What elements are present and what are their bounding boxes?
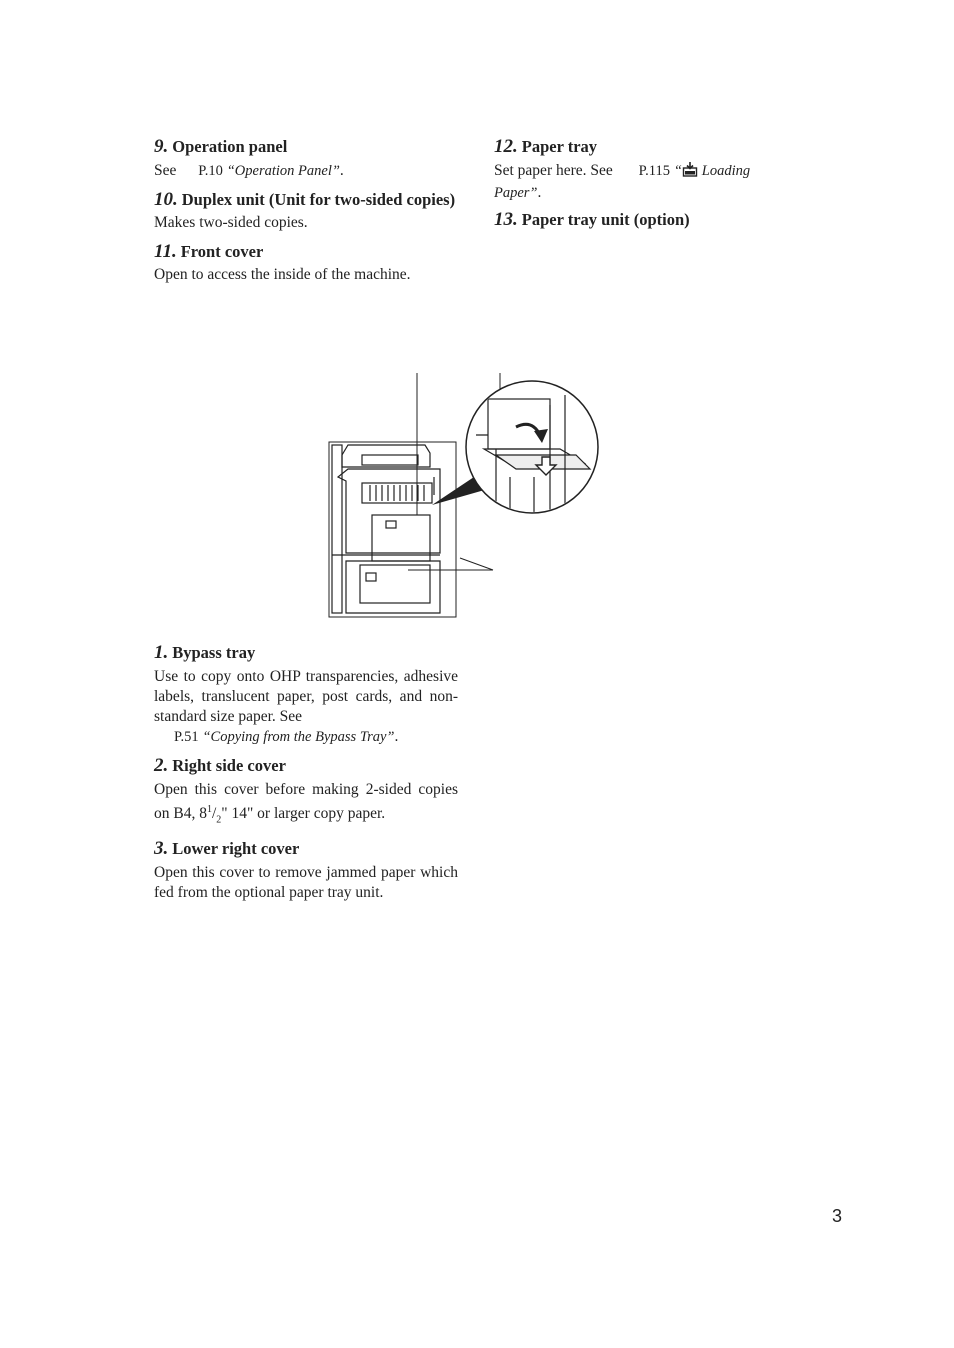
- item-title: Right side cover: [172, 755, 286, 775]
- item-number: 10.: [154, 188, 178, 210]
- item-body: Open to access the inside of the machine.: [154, 265, 411, 283]
- ref-title[interactable]: Loading: [701, 162, 751, 179]
- ref-page[interactable]: P.10: [198, 162, 223, 179]
- item-number: 11.: [154, 240, 177, 262]
- item-3: [154, 838, 458, 903]
- item-title: Operation panel: [172, 137, 288, 156]
- left-column-top: [154, 136, 458, 285]
- item-body: Set paper here. See: [494, 161, 613, 179]
- item-number: 2.: [154, 754, 169, 776]
- zoom-detail: [466, 381, 598, 515]
- fraction-denominator: 2: [216, 813, 222, 825]
- item-title: Paper tray unit (option): [521, 209, 690, 229]
- item-title: Bypass tray: [172, 643, 256, 662]
- ref-page[interactable]: P.51: [174, 728, 199, 745]
- item-9: [154, 136, 458, 181]
- ref-end: .: [394, 727, 399, 745]
- item-title: Lower right cover: [172, 838, 300, 858]
- paper-load-icon: [682, 162, 698, 183]
- ref-end: .: [537, 183, 542, 201]
- ref-title-open[interactable]: “: [673, 162, 682, 179]
- item-number: 12.: [494, 136, 518, 157]
- page-number: 3: [832, 1206, 843, 1226]
- item-body: Open this cover to remove jammed paper which fed from the optional paper tray unit.: [154, 863, 458, 901]
- right-column-top: [494, 136, 804, 231]
- item-body: Use to copy onto OHP transparencies, adhesive labels, translucent paper, post cards, and non-standard size paper. See: [154, 667, 458, 725]
- left-column-lower: [154, 642, 458, 903]
- ref-title[interactable]: “Copying from the Bypass Tray”: [202, 728, 395, 745]
- fraction-numerator: 1: [206, 803, 212, 815]
- copier-frame: [329, 442, 456, 617]
- ref-title[interactable]: “Operation Panel”: [226, 162, 340, 179]
- item-12: [494, 136, 804, 203]
- item-number: 3.: [154, 837, 169, 859]
- item-11: [154, 241, 458, 285]
- ref-title-cont[interactable]: Paper”: [494, 184, 538, 201]
- item-title: Duplex unit (Unit for two-sided copies): [181, 189, 456, 209]
- item-title: Paper tray: [521, 137, 598, 156]
- item-number: 13.: [494, 208, 518, 230]
- item-13: [494, 209, 804, 231]
- item-2: [154, 755, 458, 830]
- item-number: 1.: [154, 642, 169, 663]
- ref-end: .: [339, 161, 344, 179]
- item-title: Front cover: [180, 241, 264, 261]
- item-1: [154, 642, 458, 747]
- item-body: Open this cover before making 2-sided copies on B4, 8: [154, 780, 458, 822]
- item-10: [154, 189, 458, 233]
- copier-body: [332, 445, 440, 613]
- item-body: Makes two-sided copies.: [154, 213, 308, 231]
- see-label: See: [154, 161, 177, 179]
- fraction-slash: /: [211, 804, 217, 822]
- item-number: 9.: [154, 136, 169, 157]
- callout-line: [460, 558, 493, 570]
- copier-illustration: [320, 365, 610, 625]
- ref-page[interactable]: P.115: [638, 162, 670, 179]
- item-body-cont: " 14" or larger copy paper.: [221, 804, 386, 822]
